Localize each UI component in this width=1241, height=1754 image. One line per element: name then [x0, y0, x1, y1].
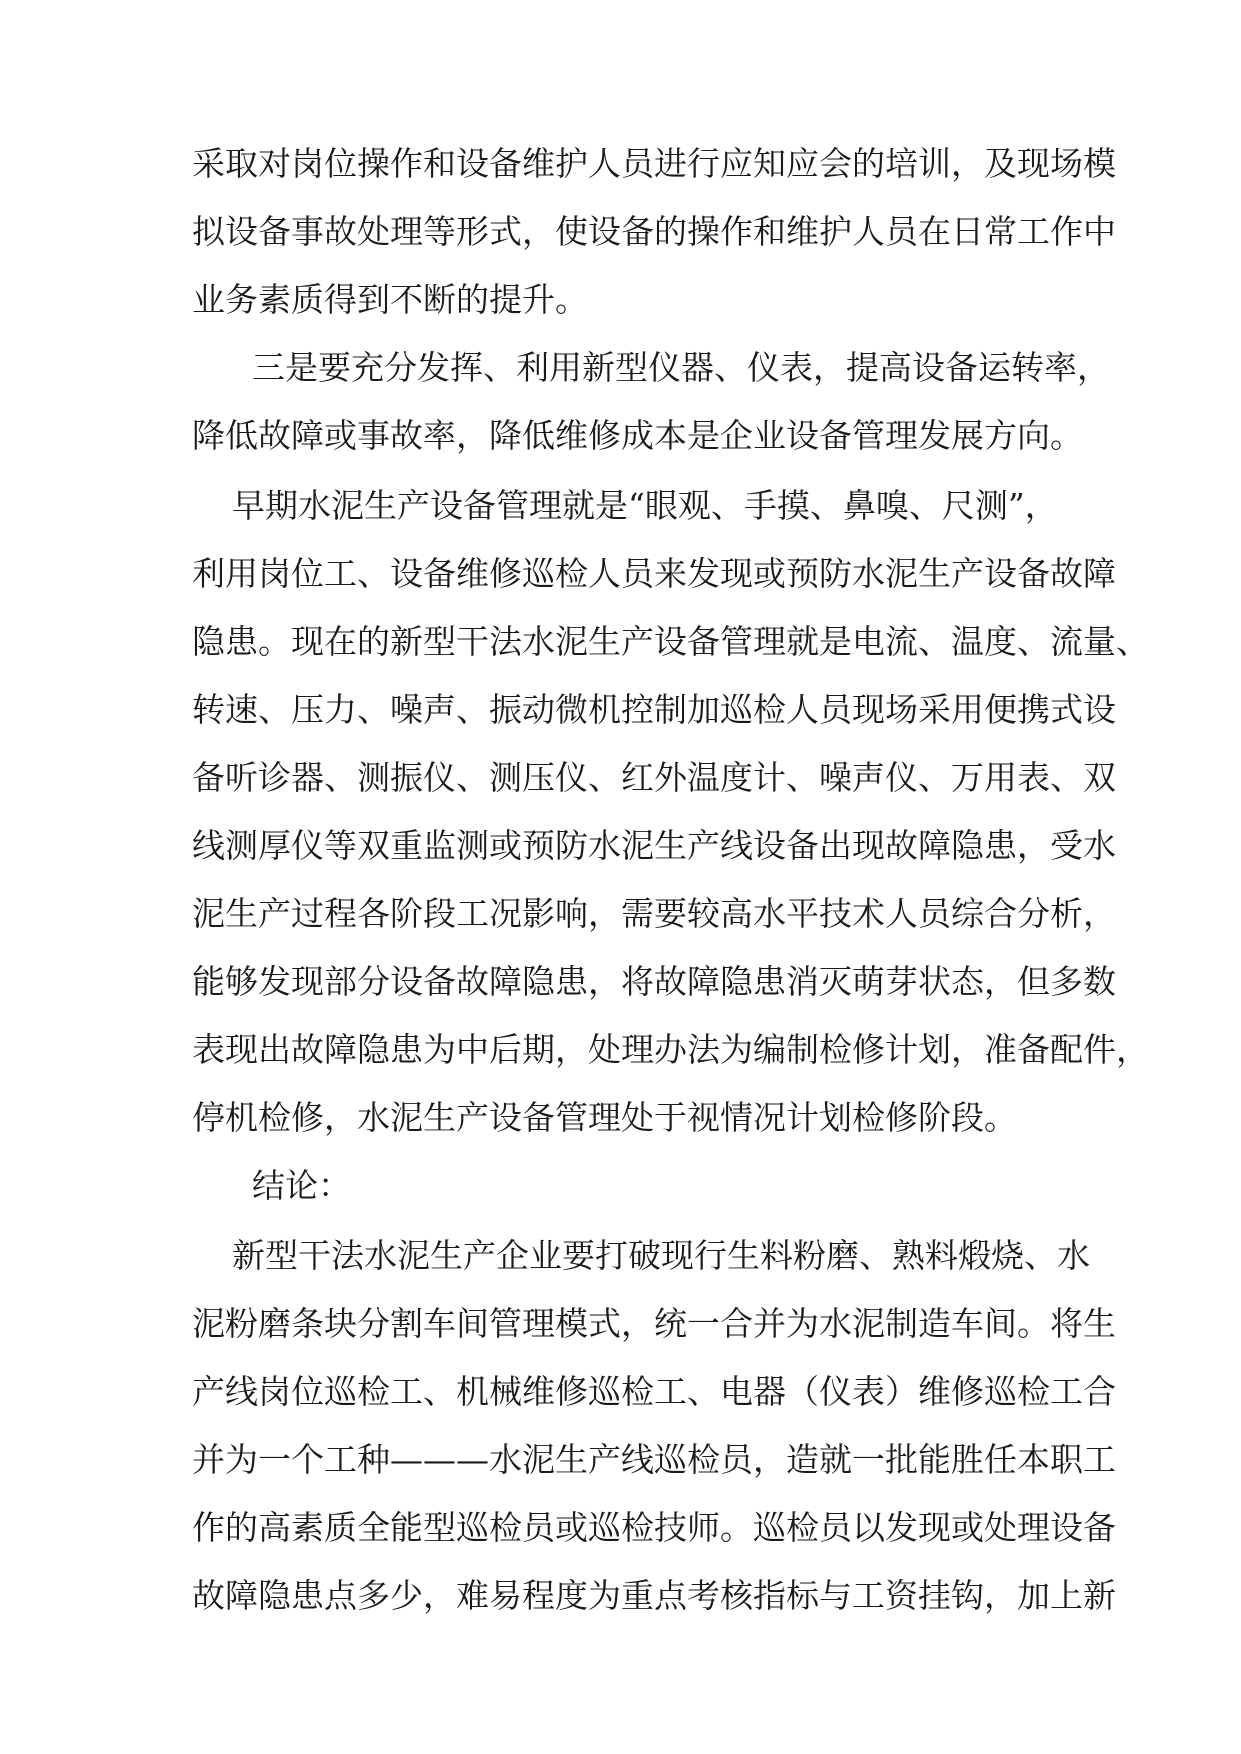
text-line: 利用岗位工、设备维修巡检人员来发现或预防水泥生产设备故障: [192, 554, 1116, 593]
text-line: 新型干法水泥生产企业要打破现行生料粉磨、熟料煅烧、水: [232, 1236, 1090, 1275]
text-line: 泥生产过程各阶段工况影响，需要较高水平技术人员综合分析，: [192, 894, 1116, 933]
section-heading: 结论：: [252, 1166, 351, 1205]
text-line: 线测厚仪等双重监测或预防水泥生产线设备出现故障隐患，受水: [192, 826, 1116, 865]
text-line: 停机检修，水泥生产设备管理处于视情况计划检修阶段。: [192, 1098, 1017, 1137]
text-line: 表现出故障隐患为中后期，处理办法为编制检修计划，准备配件，: [192, 1030, 1149, 1069]
text-line: 产线岗位巡检工、机械维修巡检工、电器（仪表）维修巡检工合: [192, 1372, 1116, 1411]
text-line: 三是要充分发挥、利用新型仪器、仪表，提高设备运转率，: [252, 348, 1110, 387]
text-line: 并为一个工种———水泥生产线巡检员，造就一批能胜任本职工: [192, 1440, 1116, 1479]
text-line: 采取对岗位操作和设备维护人员进行应知应会的培训，及现场模: [192, 144, 1116, 183]
text-line: 泥粉磨条块分割车间管理模式，统一合并为水泥制造车间。将生: [192, 1304, 1116, 1343]
text-line: 降低故障或事故率，降低维修成本是企业设备管理发展方向。: [192, 416, 1083, 455]
text-line: 业务素质得到不断的提升。: [192, 280, 588, 319]
text-line: 转速、压力、噪声、振动微机控制加巡检人员现场采用便携式设: [192, 690, 1116, 729]
text-line: 能够发现部分设备故障隐患，将故障隐患消灭萌芽状态，但多数: [192, 962, 1116, 1001]
text-line: 故障隐患点多少，难易程度为重点考核指标与工资挂钩，加上新: [192, 1576, 1116, 1615]
text-line: 作的高素质全能型巡检员或巡检技师。巡检员以发现或处理设备: [192, 1508, 1116, 1547]
text-line: 隐患。现在的新型干法水泥生产设备管理就是电流、温度、流量、: [192, 622, 1149, 661]
text-line: 早期水泥生产设备管理就是“眼观、手摸、鼻嗅、尺测”，: [232, 486, 1058, 525]
text-line: 拟设备事故处理等形式，使设备的操作和维护人员在日常工作中: [192, 212, 1116, 251]
text-line: 备听诊器、测振仪、测压仪、红外温度计、噪声仪、万用表、双: [192, 758, 1116, 797]
